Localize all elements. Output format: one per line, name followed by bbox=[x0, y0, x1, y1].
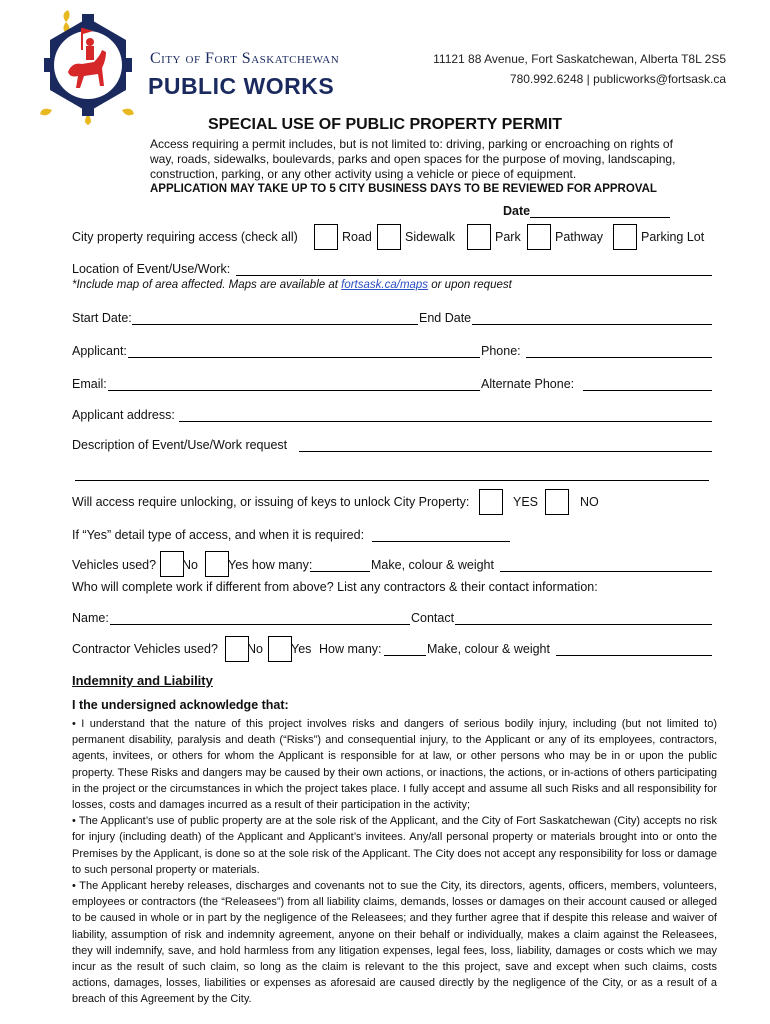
email-field[interactable] bbox=[108, 390, 480, 391]
how-many-label: How many: bbox=[319, 642, 382, 656]
date-field[interactable] bbox=[503, 204, 670, 218]
vehicles-no-label: No bbox=[182, 558, 198, 572]
phone-field[interactable] bbox=[526, 357, 712, 358]
checkbox-parking-lot[interactable] bbox=[613, 224, 637, 250]
contractor-no-label: No bbox=[247, 642, 263, 656]
if-yes-label: If “Yes” detail type of access, and when it is required: bbox=[72, 528, 365, 542]
vehicles-count-field[interactable] bbox=[310, 571, 370, 572]
indemnity-heading: Indemnity and Liability bbox=[72, 673, 213, 688]
keys-no-label: NO bbox=[580, 495, 599, 509]
make-colour-field[interactable] bbox=[500, 571, 712, 572]
contact-label: Contact bbox=[411, 611, 455, 625]
option-park: Park bbox=[495, 230, 521, 244]
contractor-yes-label: Yes bbox=[291, 642, 312, 656]
checkbox-keys-yes[interactable] bbox=[479, 489, 503, 515]
name-label: Name: bbox=[72, 611, 109, 625]
contractor-vehicles-label: Contractor Vehicles used? bbox=[72, 642, 218, 656]
checkbox-road[interactable] bbox=[314, 224, 338, 250]
option-sidewalk: Sidewalk bbox=[405, 230, 456, 244]
map-note bbox=[72, 279, 512, 291]
if-yes-field[interactable] bbox=[372, 541, 510, 542]
end-date-field[interactable] bbox=[472, 324, 712, 325]
checkbox-sidewalk[interactable] bbox=[377, 224, 401, 250]
city-name: City of Fort Saskatchewan bbox=[150, 50, 340, 67]
maps-link[interactable]: fortsask.ca/maps bbox=[341, 279, 429, 291]
checkbox-contractor-yes[interactable] bbox=[268, 636, 292, 662]
contractor-make-field[interactable] bbox=[556, 655, 712, 656]
term-paragraph: • The Applicant hereby releases, discharges and covenants not to sue the City, its directors, agents, officers, members, volunteers, employees or contractors (the “Releasees”) from all liability claims, demands, losses or damages on their account caused or alleged to be caused in whole or in part by the negligence of the Releasees; and they further agree that if despite this release and waiver of liability, assumption of risk and indemnity agreement, anyone on their behalf or individually, makes a claim against the Releasees, they will indemnify, save, and hold harmless from any litigation expenses, legal fees, loss, liability, damages or costs which we may incur as the result of such claim, so long as the claim is relevant to the this project, save and except when such claims, costs actions, damages, losses, liabilities or expenses as aforesaid are caused directly by the negligence of the City, or as a result of a breach of this Agreement by the City. bbox=[72, 880, 717, 1006]
department-name: PUBLIC WORKS bbox=[148, 73, 335, 99]
property-label: City property requiring access (check all) bbox=[72, 230, 298, 244]
option-road: Road bbox=[342, 230, 372, 244]
note-prefix: *Include map of area affected. Maps are available at bbox=[72, 279, 342, 291]
end-date-label: End Date bbox=[419, 311, 472, 325]
name-field[interactable] bbox=[110, 624, 410, 625]
intro-text: Access requiring a permit includes, but is not limited to: driving, parking or encroaching on rights of way, roads, sidewalks, boulevards, parks and open spaces for the purpose of moving, landscaping, construction, parking, or any other activity using a vehicle or piece of equipment. bbox=[150, 137, 676, 181]
indemnity-terms bbox=[72, 716, 717, 1008]
applicant-label: Applicant: bbox=[72, 344, 127, 358]
contractor-make-label: Make, colour & weight bbox=[427, 642, 550, 656]
term-paragraph: • The Applicant’s use of public property are at the sole risk of the Applicant, and the City of Fort Saskatchewan (City) accepts no risk for injury (including death) of the Applicant and Applicant’s invitees. Any/all personal property or materials brought into or onto the Premises by the Applicant, is done so at the sole risk of the Applicant. The City does not accept any responsibility for loss or damage to such personal property or materials. bbox=[72, 815, 717, 876]
description-field-line-2[interactable] bbox=[75, 480, 709, 481]
description-field[interactable] bbox=[299, 451, 712, 452]
vehicles-yes-label: Yes how many: bbox=[228, 558, 313, 572]
office-address: 11121 88 Avenue, Fort Saskatchewan, Alberta T8L 2S5 bbox=[433, 52, 726, 66]
applicant-address-field[interactable] bbox=[179, 421, 712, 422]
note-suffix: or upon request bbox=[428, 279, 512, 291]
keys-label: Will access require unlocking, or issuing of keys to unlock City Property: bbox=[72, 495, 470, 509]
checkbox-pathway[interactable] bbox=[527, 224, 551, 250]
alt-phone-field[interactable] bbox=[583, 390, 712, 391]
date-label: Date bbox=[503, 204, 531, 218]
start-date-label: Start Date: bbox=[72, 311, 132, 325]
vehicles-label: Vehicles used? bbox=[72, 558, 157, 572]
make-colour-label: Make, colour & weight bbox=[371, 558, 494, 572]
email-label: Email: bbox=[72, 377, 107, 391]
checkbox-vehicles-no[interactable] bbox=[160, 551, 184, 577]
acknowledge-heading: I the undersigned acknowledge that: bbox=[72, 698, 289, 712]
location-label: Location of Event/Use/Work: bbox=[72, 262, 231, 276]
checkbox-keys-no[interactable] bbox=[545, 489, 569, 515]
checkbox-contractor-no[interactable] bbox=[225, 636, 249, 662]
description-label: Description of Event/Use/Work request bbox=[72, 438, 288, 452]
intro-warning: APPLICATION MAY TAKE UP TO 5 CITY BUSINESS DAYS TO BE REVIEWED FOR APPROVAL bbox=[150, 183, 657, 195]
city-logo-icon bbox=[38, 10, 138, 125]
keys-yes-label: YES bbox=[513, 495, 539, 509]
option-parking-lot: Parking Lot bbox=[641, 230, 705, 244]
form-intro bbox=[150, 137, 680, 197]
checkbox-vehicles-yes[interactable] bbox=[205, 551, 229, 577]
contact-field[interactable] bbox=[455, 624, 712, 625]
location-field[interactable] bbox=[236, 275, 712, 276]
applicant-field[interactable] bbox=[128, 357, 480, 358]
start-date-field[interactable] bbox=[132, 324, 418, 325]
phone-label: Phone: bbox=[481, 344, 521, 358]
form-title: SPECIAL USE OF PUBLIC PROPERTY PERMIT bbox=[207, 116, 563, 133]
applicant-address-label: Applicant address: bbox=[72, 408, 175, 422]
checkbox-park[interactable] bbox=[467, 224, 491, 250]
contractor-count-field[interactable] bbox=[384, 655, 426, 656]
term-paragraph: • I understand that the nature of this project involves risks and dangers of serious bodily injury, including (but not limited to) permanent disability, paralysis and death (“Risks”) and consequential injury, to the Applicant or any of its employees, contractors, agents, invitees, or others for whom the Applicant is responsible for at law, or other persons who may be in or upon the public property. These Risks and dangers may be caused by their own actions, or inactions, the actions, or in-actions of others participating in the project or the circumstances in which the project takes place. I fully accept and assume all such Risks and all responsibility for losses, costs and damages incurred as a result of their participation in the activity; bbox=[72, 718, 717, 812]
office-contact: 780.992.6248 | publicworks@fortsask.ca bbox=[509, 72, 726, 86]
alt-phone-label: Alternate Phone: bbox=[481, 377, 575, 391]
option-pathway: Pathway bbox=[555, 230, 603, 244]
who-label: Who will complete work if different from above? List any contractors & their contact information: bbox=[72, 580, 598, 594]
